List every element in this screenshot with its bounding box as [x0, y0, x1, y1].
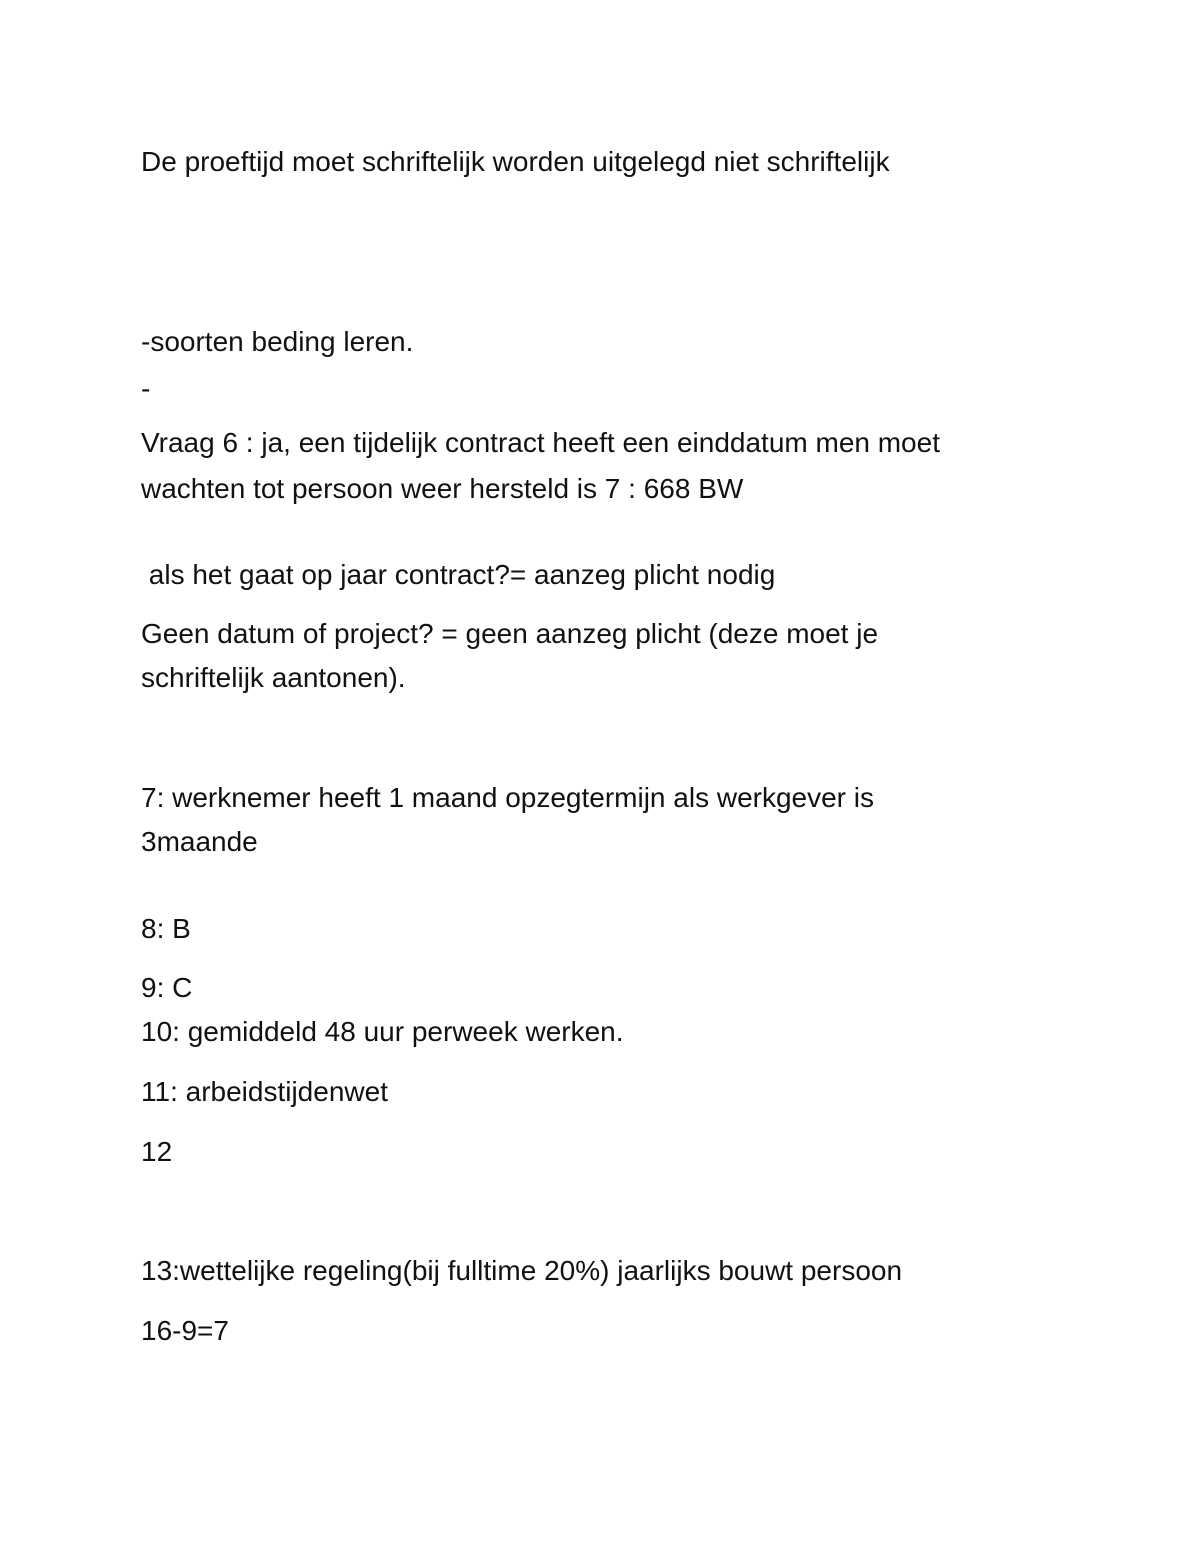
- text-line-jaar-contract: als het gaat op jaar contract?= aanzeg plicht nodig: [141, 559, 776, 590]
- text-line-vraag-12: 12: [141, 1136, 173, 1167]
- text-line-soorten-beding: -soorten beding leren.: [141, 326, 414, 357]
- text-line-vraag-9: 9: C: [141, 972, 193, 1003]
- text-line-vraag-8: 8: B: [141, 913, 191, 944]
- text-line-geen-datum-cont: schriftelijk aantonen).: [141, 662, 406, 693]
- text-line-vraag-10: 10: gemiddeld 48 uur perweek werken.: [141, 1016, 624, 1047]
- text-line-calculation: 16-9=7: [141, 1315, 229, 1346]
- text-line-proeftijd: De proeftijd moet schriftelijk worden uitgelegd niet schriftelijk: [141, 146, 890, 177]
- text-line-vraag-6-cont: wachten tot persoon weer hersteld is 7 : 668 BW: [141, 473, 744, 504]
- text-line-vraag-6: Vraag 6 : ja, een tijdelijk contract heeft een einddatum men moet: [141, 427, 940, 458]
- text-line-dash: -: [141, 373, 151, 404]
- text-line-geen-datum: Geen datum of project? = geen aanzeg plicht (deze moet je: [141, 618, 879, 649]
- text-line-vraag-13: 13:wettelijke regeling(bij fulltime 20%) jaarlijks bouwt persoon: [141, 1255, 903, 1286]
- text-line-vraag-7: 7: werknemer heeft 1 maand opzegtermijn als werkgever is: [141, 782, 875, 813]
- text-line-vraag-11: 11: arbeidstijdenwet: [141, 1076, 388, 1107]
- text-line-vraag-7-cont: 3maande: [141, 826, 258, 857]
